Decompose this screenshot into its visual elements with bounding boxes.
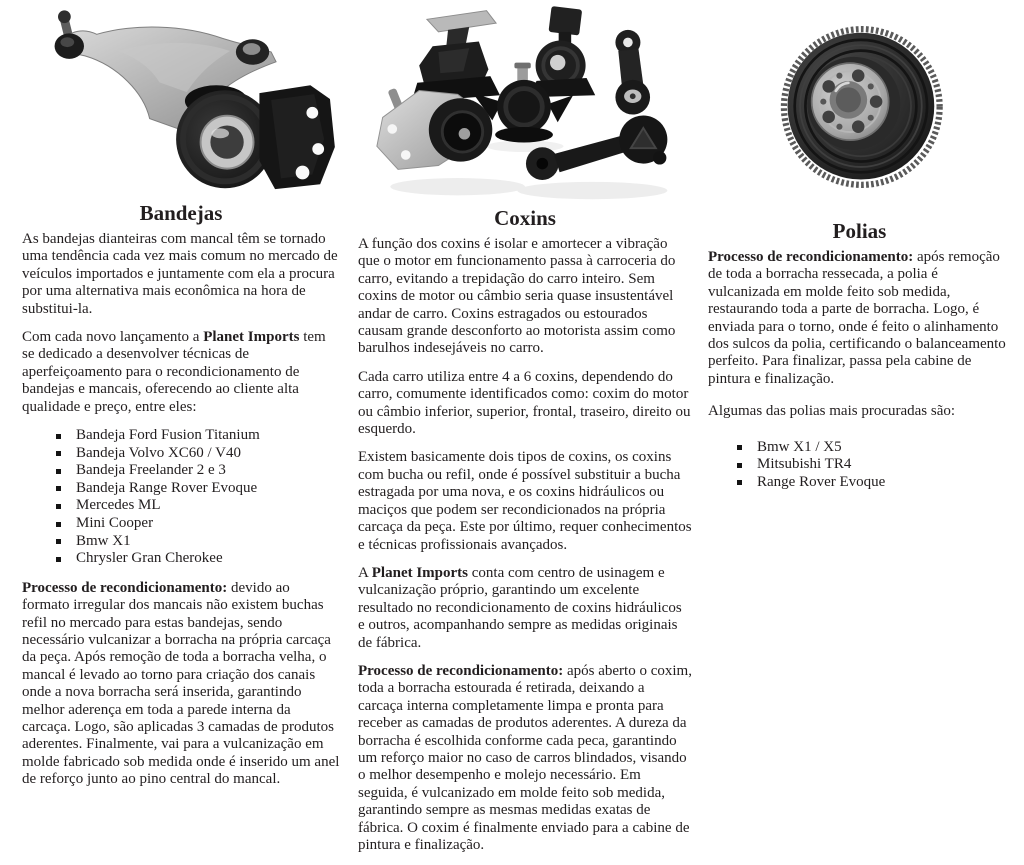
list-item: Bmw X1 / X5 bbox=[736, 439, 1011, 457]
bandejas-paragraph-processo: Processo de recondicionamento: devido ao formato irregular dos mancais não existem buchas refil no mercado para estas bandejas, sendo necessário vulcanizar a borracha na própria carcaça da peça. Após remoção de toda a borracha velha, o mancal é levado ao torno para criação dos canais onde a nova borracha será inserida, garantindo melhor aderença em toda a parede interna da carcaça. Logo, são aplicadas 3 camadas de produtos aderentes. Finalmente, vai para a vulcanização em molde fabricado sob medida onde é inserido um anel de reforço junto ao pino central do mancal. bbox=[22, 579, 340, 788]
column-coxins bbox=[358, 0, 692, 865]
list-item: Bandeja Ford Fusion Titanium bbox=[55, 427, 340, 445]
column-polias bbox=[708, 0, 1011, 503]
polia-models-list bbox=[708, 439, 1011, 492]
crankshaft-pulley-image bbox=[775, 18, 945, 196]
column-bandejas bbox=[22, 0, 340, 800]
list-item: Chrysler Gran Cherokee bbox=[55, 550, 340, 568]
list-item: Mitsubishi TR4 bbox=[736, 456, 1011, 474]
list-item: Bandeja Volvo XC60 / V40 bbox=[55, 445, 340, 463]
polias-paragraph-processo: Processo de recondicionamento: após remoção de toda a borracha ressecada, a polia é vulcanizada em molde feito sob medida, restaurando toda a parte de borracha. Logo, é enviada para o torno, onde é feito o alinhamento dos sulcos da polia, certificando o balanceamento perfeito. Para finalizar, passa pela cabine de pintura e finalização. bbox=[708, 249, 1006, 387]
list-item: Range Rover Evoque bbox=[736, 474, 1011, 492]
coxins-paragraph-tipos: Existem basicamente dois tipos de coxins, os coxins com bucha ou refil, onde é possível substituir a bucha estragada por uma nova, e os coxins hidráulicos ou maciços que podem ser recondicionados na própria carcaça da peça. Este por último, requer conhecimentos e técnicas profissionais avançados. bbox=[358, 449, 692, 553]
heading-polias: Polias bbox=[832, 219, 887, 243]
heading-bandejas: Bandejas bbox=[139, 201, 223, 225]
list-item: Bandeja Range Rover Evoque bbox=[55, 480, 340, 498]
list-item: Mercedes ML bbox=[55, 497, 340, 515]
heading-coxins: Coxins bbox=[494, 206, 556, 230]
coxins-paragraph-planet: A Planet Imports conta com centro de usinagem e vulcanização próprio, garantindo um excelente resultado no recondicionamento de coxins hidráulicos e outros, acompanhando sempre as medidas originais de fábrica. bbox=[358, 564, 682, 651]
polias-paragraph-lead: Algumas das polias mais procuradas são: bbox=[708, 403, 956, 420]
coxins-paragraph-funcao: A função dos coxins é isolar e amortecer a vibração que o motor em funcionamento passa à carroceria do carro, evitando a trepidação do carro inteiro. Sem coxins de motor ou câmbio seria quase insustentável andar de carro. Coxins estragados ou estourados causam grande desconforto ao motorista assim como barulhos indesejáveis no carro. bbox=[358, 236, 676, 357]
list-item: Bandeja Freelander 2 e 3 bbox=[55, 462, 340, 480]
bandejas-paragraph-intro: As bandejas dianteiras com mancal têm se tornado uma tendência cada vez mais comum no mercado de veículos importados e juntamente com ela a procura por uma alternativa mais econômica na hora de substitui-la. bbox=[22, 231, 338, 317]
control-arm-photo bbox=[22, 0, 340, 200]
list-item: Mini Cooper bbox=[55, 515, 340, 533]
bandejas-paragraph-planet: Com cada novo lançamento a Planet Imports tem se dedicado a desenvolver técnicas de aperfeiçoamento para o recondicionamento de bandejas e mancais, oferecendo ao cliente alta qualidade e preço, entre eles: bbox=[22, 329, 326, 415]
crankshaft-pulley-photo bbox=[708, 0, 1011, 214]
coxins-paragraph-uso: Cada carro utiliza entre 4 a 6 coxins, dependendo do carro, comumente identificados como: coxim do motor ou câmbio inferior, superior, frontal, traseiro, direito ou esquerdo. bbox=[358, 368, 691, 438]
engine-mounts-photo bbox=[358, 0, 692, 205]
coxins-paragraph-processo: Processo de recondicionamento: após aberto o coxim, toda a borracha estourada é retirada, deixando a carcaça interna completamente limpa e pronta para receber as camadas de produtos aderentes. A dureza da borracha é escolhida conforme cada peca, garantindo um reforço maior no caso de carros blindados, visando o melhor desempenho e molejo necessário. Em seguida, é vulcanizado em molde feito sob medida, garantindo sempre as mesmas medidas exatas de fábrica. O coxim é finalmente enviado para a cabine de pintura e finalização. bbox=[358, 662, 692, 853]
bandeja-models-list bbox=[22, 427, 340, 568]
list-item: Bmw X1 bbox=[55, 533, 340, 551]
control-arm-image bbox=[23, 2, 339, 198]
engine-mounts-image bbox=[365, 2, 685, 204]
